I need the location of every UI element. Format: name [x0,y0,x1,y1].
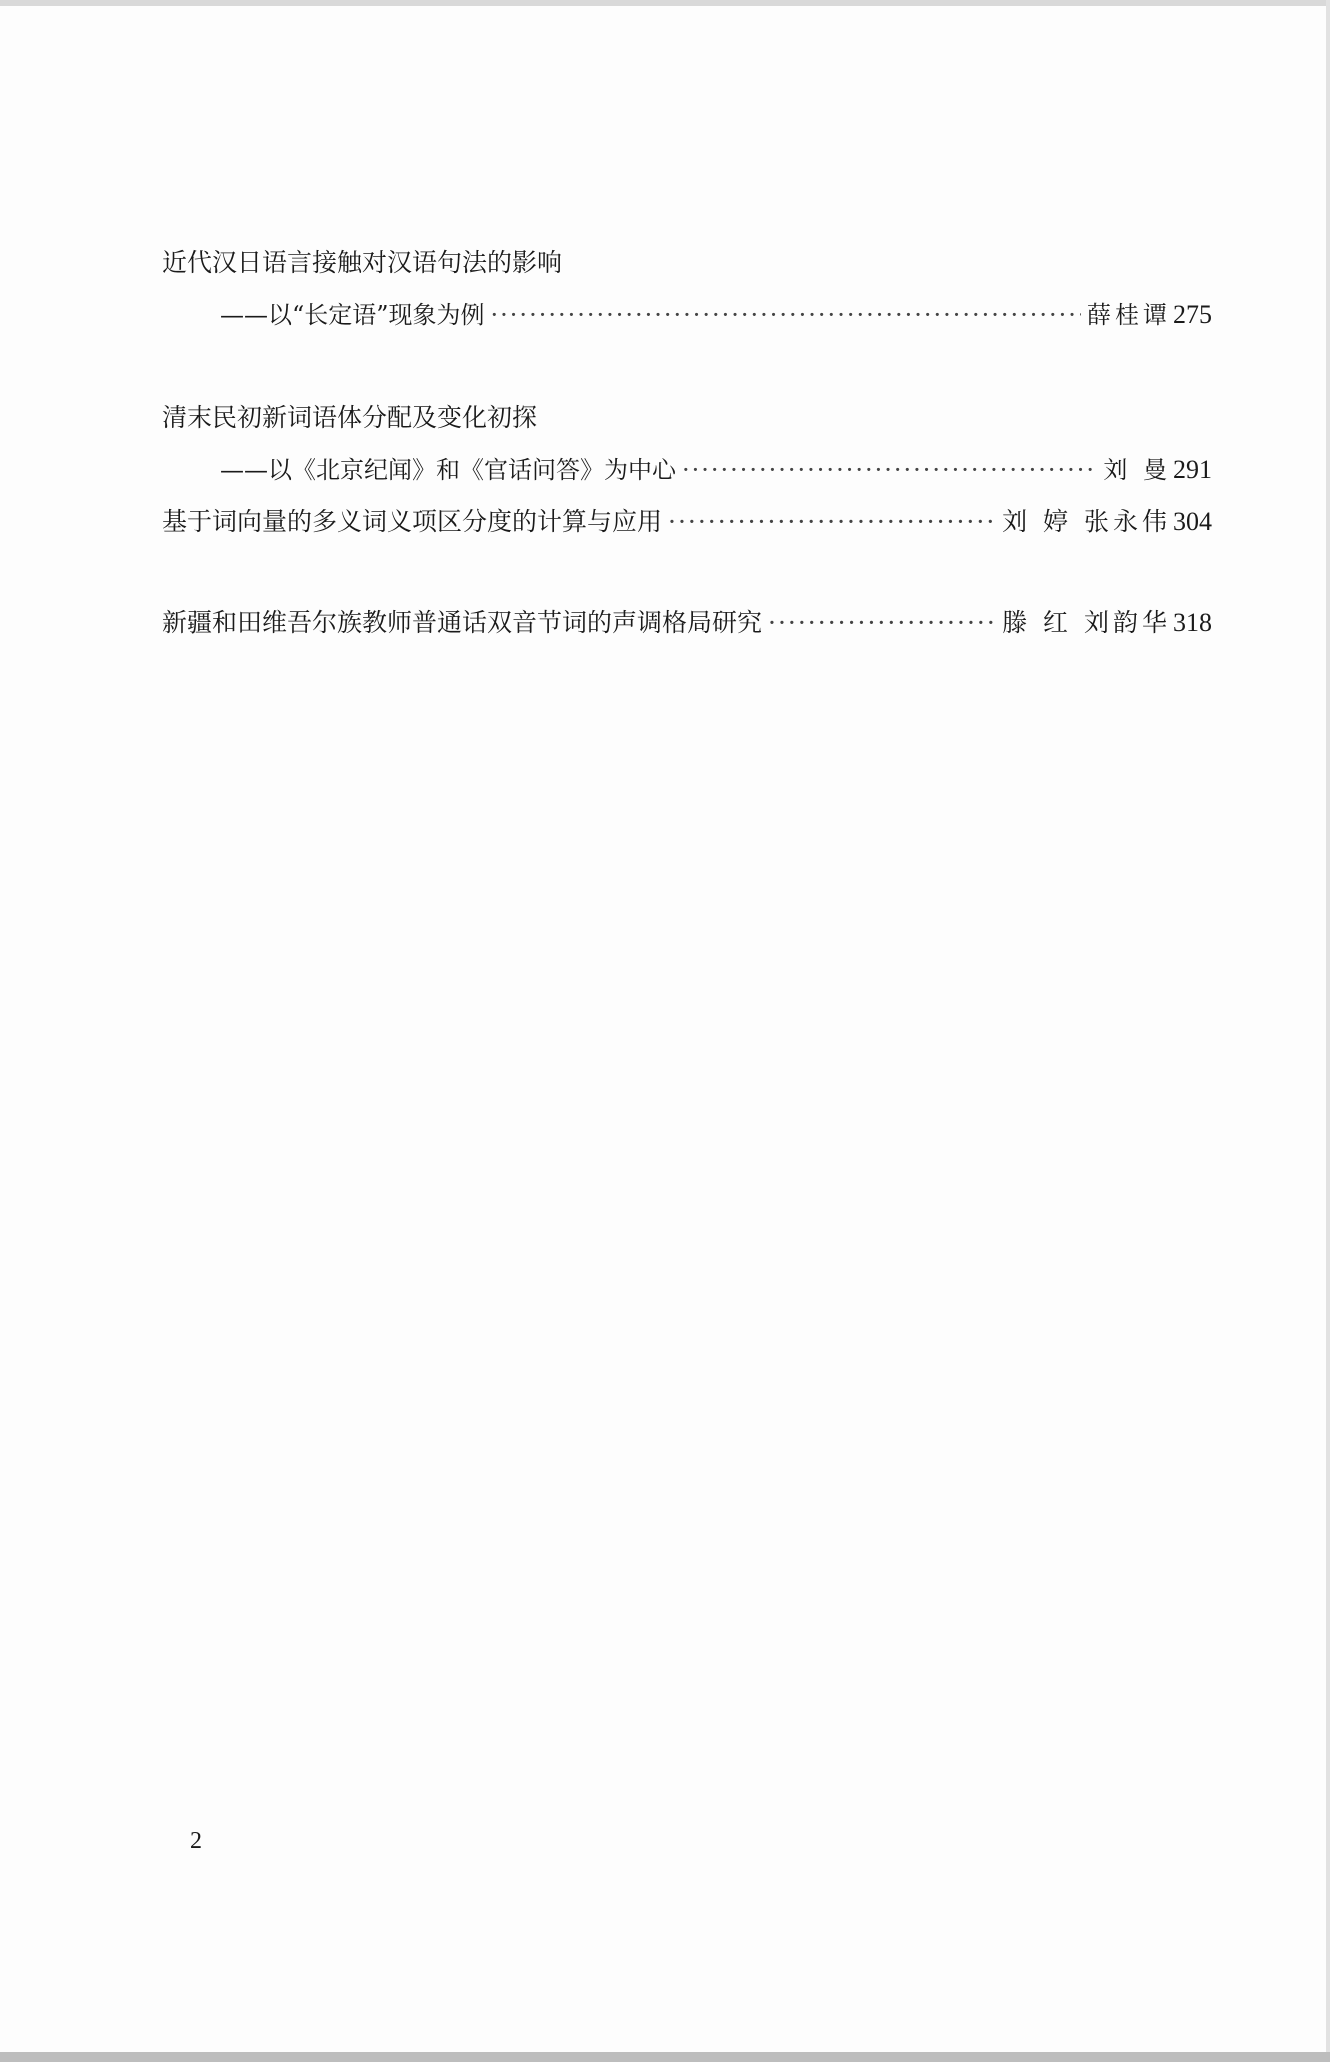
toc-entry [162,246,1212,332]
scan-edge-top [0,0,1330,6]
toc-entry-subtitle: ——以“长定语”现象为例 [220,301,485,329]
dot-leader [668,505,996,539]
toc-entry-title-row [162,505,1212,539]
toc-entry-author: 滕 红 刘韵华 [1002,608,1171,637]
toc-entry-author: 薛桂谭 [1087,301,1171,329]
toc-entry-title-row [162,606,1212,640]
toc-entry [162,606,1212,640]
toc-entry-title: 清末民初新词语体分配及变化初探 [162,403,538,432]
toc-entry-title: 新疆和田维吾尔族教师普通话双音节词的声调格局研究 [162,608,763,637]
scan-edge-bottom [0,2052,1330,2062]
toc-entry-subtitle: ——以《北京纪闻》和《官话问答》为中心 [220,456,676,484]
scan-edge-right [1326,0,1330,2062]
toc-entry-author: 刘 婷 张永伟 [1002,507,1171,536]
dot-leader [491,298,1081,332]
toc-entry-page: 291 [1173,455,1212,484]
toc-entry-page: 318 [1173,608,1212,637]
toc-entry-author: 刘 曼 [1103,456,1171,484]
toc-entry-title-row [162,246,1212,280]
toc-entry-title: 近代汉日语言接触对汉语句法的影响 [162,248,563,277]
toc-entry [162,401,1212,487]
toc-entry-page: 275 [1173,300,1212,329]
dot-leader [682,453,1097,487]
toc-entry-title: 基于词向量的多义词义项区分度的计算与应用 [162,507,663,536]
toc-entry-title-row [162,401,1212,435]
toc-entry-page: 304 [1173,507,1212,536]
toc-entry-subtitle-row [162,298,1212,332]
dot-leader [768,606,996,640]
page-number: 2 [190,1828,202,1854]
toc-entry [162,505,1212,539]
toc-entry-subtitle-row [162,453,1212,487]
